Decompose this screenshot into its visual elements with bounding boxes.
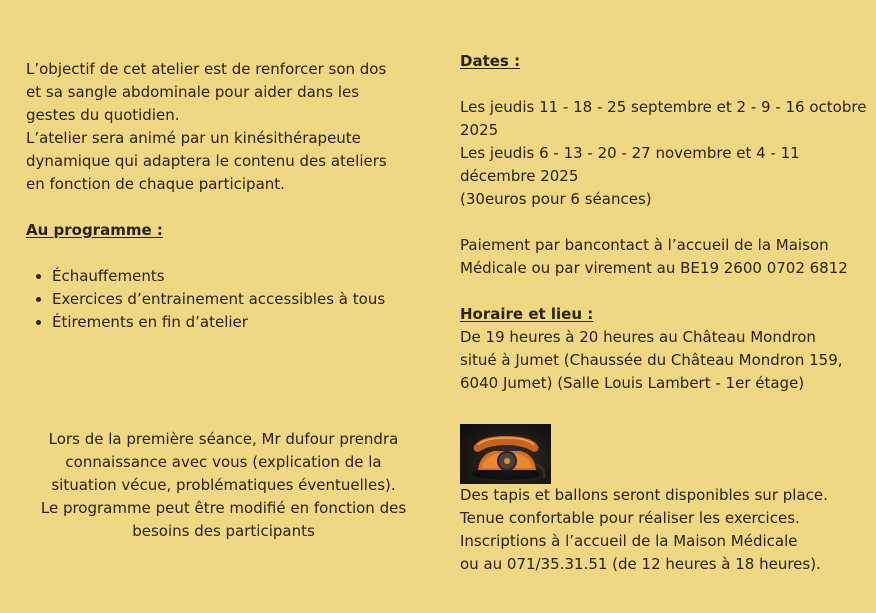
info-paragraph [460, 484, 870, 576]
right-column [460, 50, 870, 395]
program-heading: Au programme : [26, 221, 163, 239]
info-line: ou au 071/35.31.51 (de 12 heures à 18 heures). [460, 555, 821, 573]
first-session-paragraph [26, 428, 421, 543]
intro-paragraph [26, 58, 421, 196]
rotary-phone-icon [460, 424, 551, 484]
first-session-line: situation vécue, problématiques éventuelles). [51, 476, 396, 494]
schedule-line: De 19 heures à 20 heures au Château Mondron [460, 328, 816, 346]
phone-image [460, 424, 551, 484]
first-session-line: Le programme peut être modifié en fonction des [40, 499, 407, 517]
schedule-line: 6040 Jumet) (Salle Louis Lambert - 1er étage) [460, 374, 805, 392]
dates-paragraph [460, 96, 870, 211]
dates-line: décembre 2025 [460, 167, 579, 185]
program-item: • Exercices d’entrainement accessibles à tous [52, 288, 397, 311]
first-session-line: connaissance avec vous (explication de la [65, 453, 382, 471]
info-line: Tenue confortable pour réaliser les exercices. [460, 509, 800, 527]
intro-line: en fonction de chaque participant. [26, 175, 285, 193]
intro-line: et sa sangle abdominale pour aider dans les [26, 83, 360, 101]
dates-line: (30euros pour 6 séances) [460, 190, 652, 208]
payment-line: Médicale ou par virement au BE19 2600 0702 6812 [460, 259, 848, 277]
left-column [26, 58, 421, 334]
program-list [26, 265, 397, 334]
payment-line: Paiement par bancontact à l’accueil de la Maison [460, 236, 829, 254]
program-item: • Étirements en fin d’atelier [52, 311, 397, 334]
first-session-line: Lors de la première séance, Mr dufour prendra [48, 430, 399, 448]
dates-line: Les jeudis 6 - 13 - 20 - 27 novembre et 4 - 11 [460, 144, 800, 162]
info-line: Inscriptions à l’accueil de la Maison Médicale [460, 532, 798, 550]
schedule-paragraph [460, 326, 870, 395]
dates-line: 2025 [460, 121, 499, 139]
intro-line: L’atelier sera animé par un kinésithérapeute [26, 129, 361, 147]
info-line: Des tapis et ballons seront disponibles sur place. [460, 486, 828, 504]
schedule-line: situé à Jumet (Chaussée du Château Mondron 159, [460, 351, 843, 369]
schedule-heading: Horaire et lieu : [460, 305, 594, 323]
intro-line: dynamique qui adaptera le contenu des ateliers [26, 152, 387, 170]
intro-line: L’objectif de cet atelier est de renforcer son dos [26, 60, 387, 78]
dates-line: Les jeudis 11 - 18 - 25 septembre et 2 - 9 - 16 octobre [460, 98, 867, 116]
program-item: • Échauffements [52, 265, 397, 288]
first-session-line: besoins des participants [132, 522, 315, 540]
payment-paragraph [460, 234, 870, 280]
dates-heading: Dates : [460, 52, 521, 70]
intro-line: gestes du quotidien. [26, 106, 180, 124]
